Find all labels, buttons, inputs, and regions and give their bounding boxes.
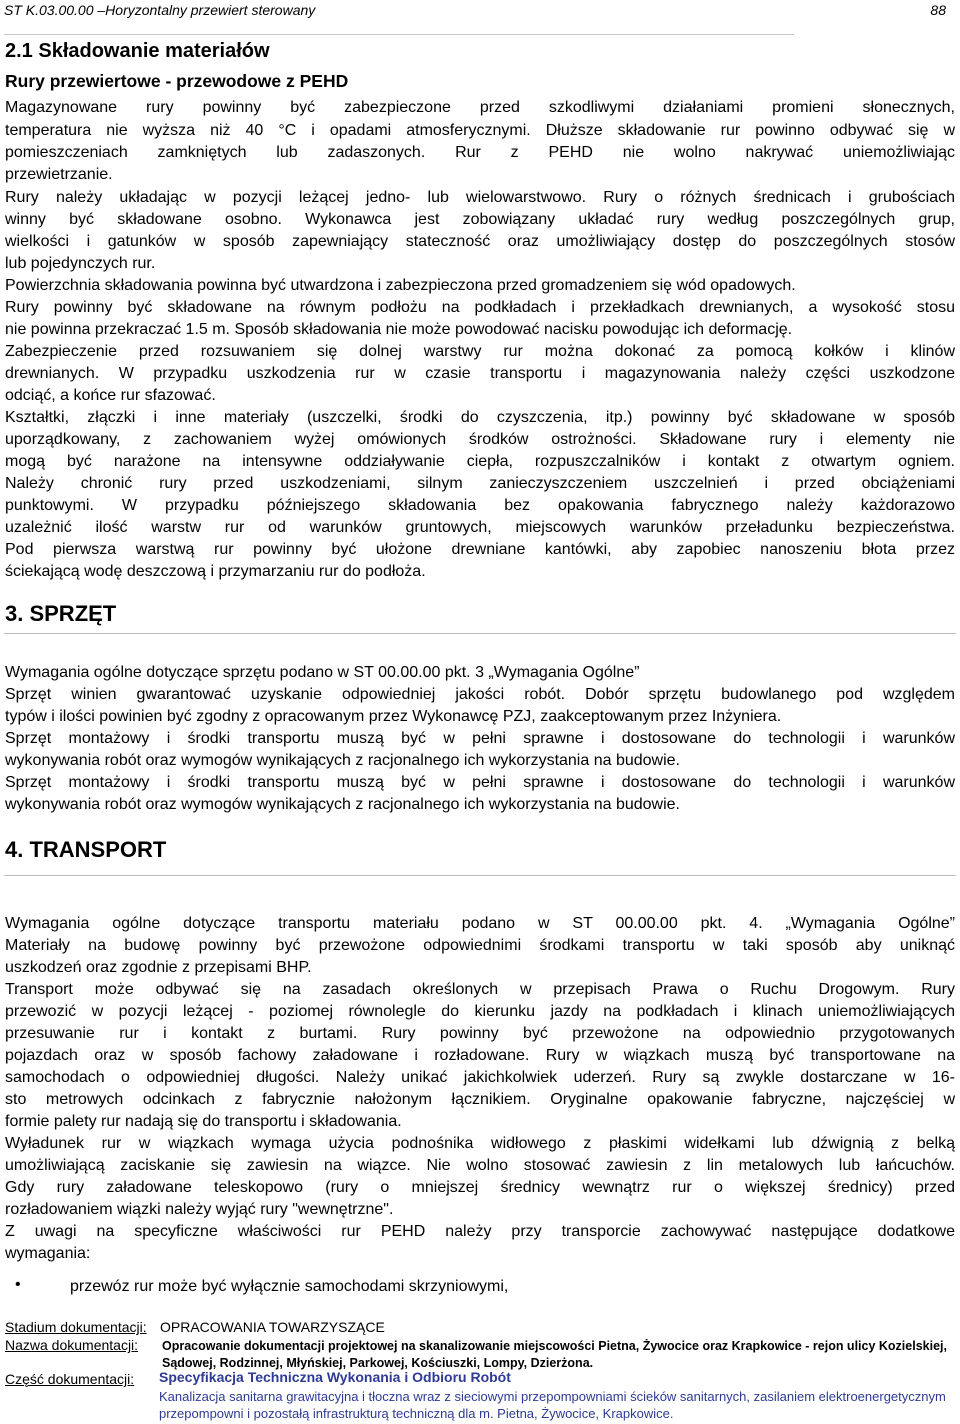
footer-part-description-line: przepompowni i pozostałą infrastrukturą techniczną dla m. Pietna, Żywocice, Krapkowice. — [159, 1406, 674, 1421]
paragraph-line: Zabezpieczenie przed rozsuwaniem się dolnej warstwy rur można dokonać za pomocą kołków i klinów — [5, 343, 955, 360]
footer-part-description-line: Kanalizacja sanitarna grawitacyjna i tłoczna wraz z sieciowymi przepompowniami ścieków sanitarnych, zasilaniem elektroenergetycznym — [159, 1389, 946, 1404]
paragraph-line: drewnianych. W przypadku uszkodzenia rur w czasie transportu i magazynowania należy części uszkodzone — [5, 365, 955, 382]
footer-name-label: Nazwa dokumentacji: — [5, 1337, 139, 1353]
paragraph-line: punktowymi. W przypadku późniejszego składowania bez opakowania fabrycznego należy każdorazowo — [5, 497, 955, 514]
paragraph-line: pojazdach oraz w sposób fachowy załadowane i rozładowane. Rury w wiązkach muszą być transportowane na — [5, 1047, 955, 1064]
paragraph-line: Transport może odbywać się na zasadach określonych w przepisach Prawa o Ruchu Drogowym. Rury — [5, 981, 955, 998]
paragraph-line: Wyładunek rur w wiązkach wymaga użycia podnośnika widłowego z płaskimi widełkami lub dźwignią z belką — [5, 1135, 955, 1152]
paragraph-line: nie powinna przekraczać 1.5 m. Sposób składowania nie może powodować nacisku powodując ich deformację. — [5, 321, 793, 338]
paragraph-line: uszkodzeń oraz zgodnie z przepisami BHP. — [5, 959, 312, 976]
paragraph-line: Gdy rury załadowane teleskopowo (rury o mniejszej średnicy wewnątrz rur o większej średnicy) przed — [5, 1179, 955, 1196]
paragraph-line: Pod pierwsza warstwą rur powinny być ułożone drewniane kantówki, aby zapobiec nanoszeniu błota przez — [5, 541, 955, 558]
paragraph-line: wykonywania robót oraz wymogów wynikających z racjonalnego ich wykorzystania na budowie. — [5, 796, 680, 813]
section-3-heading: 3. SPRZĘT — [5, 601, 117, 626]
paragraph-line: uzależnić ilość warstw rur od warunków gruntowych, miejscowych warunków przeładunku bezpieczeństwa. — [5, 519, 955, 536]
paragraph-line: typów i ilości powinien być zgodny z opracowanym przez Wykonawcę PZJ, zaakceptowanym przez Inżyniera. — [5, 708, 782, 725]
bullet-item: przewóz rur może być wyłącznie samochodami skrzyniowymi, — [70, 1278, 509, 1295]
paragraph-line: przewietrzanie. — [5, 166, 113, 183]
paragraph-line: Sprzęt montażowy i środki transportu muszą być w pełni sprawne i dostosowane do technologii i warunków — [5, 730, 955, 747]
paragraph-line: mogą być narażone na intensywne oddziaływanie ciepła, rozpuszczalników i kontakt z otwartym ogniem. — [5, 453, 955, 470]
paragraph-line: pomieszczeniach zamkniętych lub zadaszonych. Rur z PEHD nie wolno nakrywać uniemożliwiając — [5, 144, 955, 161]
paragraph-line: Materiały na budowę powinny być przewożone odpowiednimi środkami transportu w taki sposób aby uniknąć — [5, 937, 955, 954]
paragraph-line: winny być składowane osobno. Wykonawca jest zobowiązany układać rury według poszczególnych grup, — [5, 211, 955, 228]
footer-part-label: Część dokumentacji: — [5, 1371, 135, 1387]
paragraph-line: formie palety rur nadają się do transportu i składowania. — [5, 1113, 402, 1130]
section-2-1-subheading: Rury przewiertowe - przewodowe z PEHD — [5, 71, 349, 91]
section-4-heading: 4. TRANSPORT — [5, 837, 167, 862]
paragraph-line: Kształtki, złączki i inne materiały (uszczelki, środki do czyszczenia, itp.) powinny być składowane w sposób — [5, 409, 955, 426]
paragraph-line: lub pojedynczych rur. — [5, 255, 156, 272]
footer-name-value-line: Opracowanie dokumentacji projektowej na skanalizowanie miejscowości Pietna, Żywocice oraz Krapkowice - rejon ulicy Kozielskiej, — [162, 1339, 947, 1353]
paragraph-line: wielkości i gatunków w sposób zapewniający stateczność oraz umożliwiający dostęp do poszczególnych stosów — [5, 233, 955, 250]
footer-stage-label: Stadium dokumentacji: — [5, 1319, 147, 1335]
footer-part-value: Specyfikacja Techniczna Wykonania i Odbioru Robót — [159, 1369, 511, 1385]
paragraph-line: temperatura nie wyższa niż 40 °C i opadami atmosferycznymi. Dłuższe składowanie rur powinno odbywać się w — [5, 122, 955, 139]
section-4-divider — [4, 875, 956, 876]
paragraph-line: przesuwanie rur i kontakt z burtami. Rury powinny być przewożone na odpowiednio przygotowanych — [5, 1025, 955, 1042]
paragraph-line: Należy chronić rury przed uszkodzeniami, silnym zanieczyszczeniem uszczelnień i przed obciążeniami — [5, 475, 955, 492]
footer-stage-value: OPRACOWANIA TOWARZYSZĄCE — [160, 1319, 385, 1335]
paragraph-line: umożliwiającą zaciskanie się zawiesin na wiązce. Nie wolno stosować zawiesin z lin metalowych lub łańcuchów. — [5, 1157, 955, 1174]
paragraph-line: Rury należy układając w pozycji leżącej jedno- lub wielowarstwowo. Rury o różnych średnicach i grubościach — [5, 189, 955, 206]
footer-name-value-line: Sądowej, Rodzinnej, Młyńskiej, Parkowej, Kościuszki, Lompy, Dzierżona. — [162, 1356, 594, 1370]
section-3-divider — [4, 633, 956, 634]
paragraph-line: Sprzęt winien gwarantować uzyskanie odpowiedniej jakości robót. Dobór sprzętu budowlanego pod względem — [5, 686, 955, 703]
document-header-title: ST K.03.00.00 –Horyzontalny przewiert sterowany — [4, 2, 316, 18]
paragraph-line: rozładowaniem wiązki należy wyjąć rury "wewnętrzne". — [5, 1201, 394, 1218]
paragraph-line: samochodach o odpowiedniej długości. Należy unikać jakichkolwiek uderzeń. Rury są zwykle dostarczane w 16- — [5, 1069, 955, 1086]
paragraph-line: Rury powinny być składowane na równym podłożu na podkładach i przekładkach drewnianych, a wysokość stosu — [5, 299, 955, 316]
paragraph-line: sto metrowych odcinkach z fabrycznie nałożonym łącznikiem. Oryginalne opakowanie fabryczne, najczęściej w — [5, 1091, 955, 1108]
paragraph-line: Magazynowane rury powinny być zabezpieczone przed szkodliwymi działaniami promieni słonecznych, — [5, 99, 955, 116]
paragraph-line: wykonywania robót oraz wymogów wynikających z racjonalnego ich wykorzystania na budowie. — [5, 752, 680, 769]
paragraph-line: Wymagania ogólne dotyczące transportu materiału podano w ST 00.00.00 pkt. 4. „Wymagania Ogólne” — [5, 915, 955, 932]
bullet-icon: • — [15, 1276, 21, 1293]
paragraph-line: Wymagania ogólne dotyczące sprzętu podano w ST 00.00.00 pkt. 3 „Wymagania Ogólne” — [5, 664, 640, 681]
section-2-1-heading: 2.1 Składowanie materiałów — [5, 40, 270, 62]
paragraph-line: przewozić w pozycji leżącej - poziomej równolegle do kierunku jazdy na podkładach i klinach uniemożliwiających — [5, 1003, 955, 1020]
paragraph-line: Powierzchnia składowania powinna być utwardzona i zabezpieczona przed gromadzeniem się wód opadowych. — [5, 277, 796, 294]
paragraph-line: odciąć, a końce rur sfazować. — [5, 387, 216, 404]
page-number: 88 — [930, 2, 946, 18]
paragraph-line: Sprzęt montażowy i środki transportu muszą być w pełni sprawne i dostosowane do technologii i warunków — [5, 774, 955, 791]
header-divider — [4, 34, 794, 35]
paragraph-line: Z uwagi na specyficzne właściwości rur PEHD należy przy transporcie zachowywać następujące dodatkowe — [5, 1223, 955, 1240]
paragraph-line: uporządkowany, z zachowaniem wyżej omówionych środków ostrożności. Składowane rury i elementy nie — [5, 431, 955, 448]
paragraph-line: wymagania: — [5, 1245, 91, 1262]
paragraph-line: ściekającą wodę deszczową i przymarzaniu rur do podłoża. — [5, 563, 426, 580]
